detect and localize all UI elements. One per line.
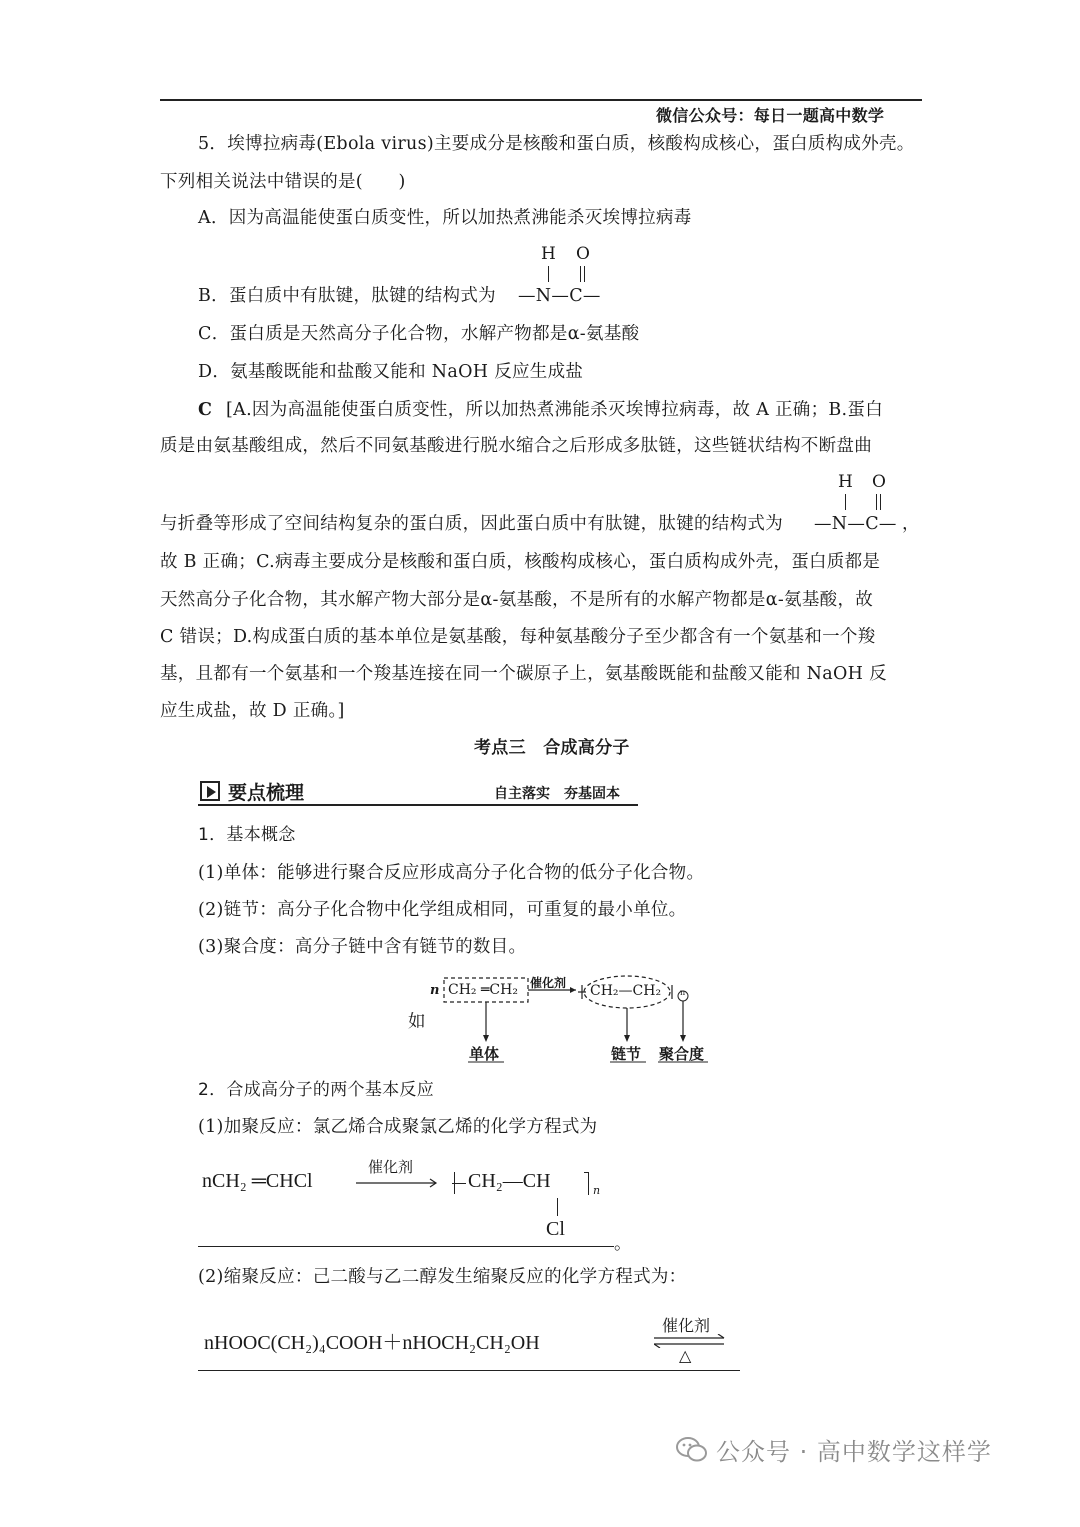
question-line-1: 5．埃博拉病毒(Ebola virus)主要成分是核酸和蛋白质，核酸构成核心，蛋白质构成外壳。 <box>198 134 915 154</box>
banner-title: 要点梳理 <box>228 782 305 804</box>
answer-peptide-chain: —N—C— <box>814 514 897 534</box>
condensation-underline <box>198 1370 740 1371</box>
answer-line-6: C 错误；D.构成蛋白质的基本单位是氨基酸，每种氨基酸分子至少都含有一个氨基和一个羧 <box>160 627 876 647</box>
option-c: C．蛋白质是天然高分子化合物，水解产物都是α-氨基酸 <box>198 324 640 344</box>
arrow-degree-head <box>680 1035 686 1042</box>
addition-catalyst: 催化剂 <box>368 1158 414 1176</box>
addition-bracket-right <box>584 1172 589 1195</box>
diagram-catalyst: 催化剂 <box>530 976 567 990</box>
diagram-label-degree: 聚合度 <box>659 1045 705 1063</box>
addition-bracket-left <box>452 1172 466 1194</box>
diagram-n: n <box>430 983 440 998</box>
addition-cl-bond <box>557 1198 558 1216</box>
diagram-ru: 如 <box>408 1012 426 1032</box>
answer-line-3-end: ， <box>902 514 920 534</box>
addition-n: n <box>593 1184 601 1197</box>
peptide-h-top: H <box>541 244 556 264</box>
answer-line-3: 与折叠等形成了空间结构复杂的蛋白质，因此蛋白质中有肽键，肽键的结构式为 <box>160 514 783 534</box>
answer-peptide-o: O <box>872 472 886 492</box>
answer-bond-co-1 <box>876 494 877 510</box>
diagram-n-circle: n <box>680 988 686 997</box>
answer-line-7: 基，且都有一个氨基和一个羧基连接在同一个碳原子上，氨基酸既能和盐酸又能和 NaOH 反 <box>160 664 887 684</box>
addition-underline <box>198 1246 614 1247</box>
answer-letter: C <box>198 400 213 420</box>
condensation-description: (2)缩聚反应：己二酸与乙二醇发生缩聚反应的化学方程式为： <box>198 1267 687 1287</box>
answer-line-2: 质是由氨基酸组成，然后不同氨基酸进行脱水缩合之后形成多肽链，这些链状结构不断盘曲 <box>160 436 872 456</box>
addition-lhs: nCH₂ ═CHCl <box>202 1170 313 1192</box>
answer-bond-nh <box>845 494 846 510</box>
source-label: 微信公众号：每日一题高中数学 <box>656 106 885 125</box>
answer-line-1: [A.因为高温能使蛋白质变性，所以加热煮沸能杀灭埃博拉病毒，故 A 正确；B.蛋白 <box>226 400 884 420</box>
arrow-unit-head <box>624 1035 630 1042</box>
section-title: 考点三 合成高分子 <box>474 738 630 758</box>
addition-end: 。 <box>614 1234 632 1254</box>
watermark-text: 公众号 · 高中数学这样学 <box>716 1438 992 1466</box>
peptide-bond-co-2 <box>584 266 585 282</box>
answer-line-5: 天然高分子化合物，其水解产物大部分是α-氨基酸，不是所有的水解产物都是α-氨基酸，故 <box>160 590 874 610</box>
peptide-o-top: O <box>576 244 590 264</box>
reactions-heading: 2．合成高分子的两个基本反应 <box>198 1080 435 1100</box>
option-a: A．因为高温能使蛋白质变性，所以加热煮沸能杀灭埃博拉病毒 <box>198 208 692 228</box>
option-d: D．氨基酸既能和盐酸又能和 NaOH 反应生成盐 <box>198 362 584 382</box>
top-rule <box>160 99 922 101</box>
reaction-arrowhead <box>570 987 576 993</box>
concept-monomer: (1)单体：能够进行聚合反应形成高分子化合物的低分子化合物。 <box>198 863 705 883</box>
concept-degree: (3)聚合度：高分子链中含有链节的数目。 <box>198 937 527 957</box>
condensation-lhs: nHOOC(CH₂)₄COOH＋nHOCH₂CH₂OH <box>204 1332 540 1354</box>
concepts-heading: 1．基本概念 <box>198 825 296 845</box>
addition-rhs: CH₂—CH <box>468 1170 551 1192</box>
condensation-catalyst: 催化剂 <box>662 1316 711 1335</box>
play-icon <box>200 781 220 801</box>
peptide-bond-nh <box>548 266 549 282</box>
addition-description: (1)加聚反应：氯乙烯合成聚氯乙烯的化学方程式为 <box>198 1117 598 1137</box>
concept-chain-unit: (2)链节：高分子化合物中化学组成相同，可重复的最小单位。 <box>198 900 687 920</box>
banner-subtitle: 自主落实 夯基固本 <box>494 786 620 802</box>
addition-cl: Cl <box>546 1218 565 1240</box>
diagram-monomer-formula: CH₂ ═CH₂ <box>448 982 518 998</box>
wechat-logo-icon <box>676 1436 708 1464</box>
peptide-chain: —N—C— <box>518 286 601 306</box>
question-line-2: 下列相关说法中错误的是( ) <box>160 172 406 192</box>
answer-bond-co-2 <box>880 494 881 510</box>
diagram-label-unit: 链节 <box>611 1045 642 1063</box>
option-b: B．蛋白质中有肽键，肽键的结构式为 <box>198 286 496 306</box>
answer-peptide-h: H <box>838 472 853 492</box>
diagram-label-monomer: 单体 <box>469 1045 500 1063</box>
peptide-bond-co-1 <box>580 266 581 282</box>
condensation-heat: △ <box>679 1346 692 1365</box>
diagram-polymer-formula: CH₂—CH₂ <box>590 983 662 999</box>
answer-line-8: 应生成盐，故 D 正确。] <box>160 701 345 721</box>
addition-arrow <box>356 1178 440 1188</box>
answer-line-4: 故 B 正确；C.病毒主要成分是核酸和蛋白质，核酸构成核心，蛋白质构成外壳，蛋白质都是 <box>160 552 881 572</box>
arrow-monomer-head <box>483 1035 489 1042</box>
